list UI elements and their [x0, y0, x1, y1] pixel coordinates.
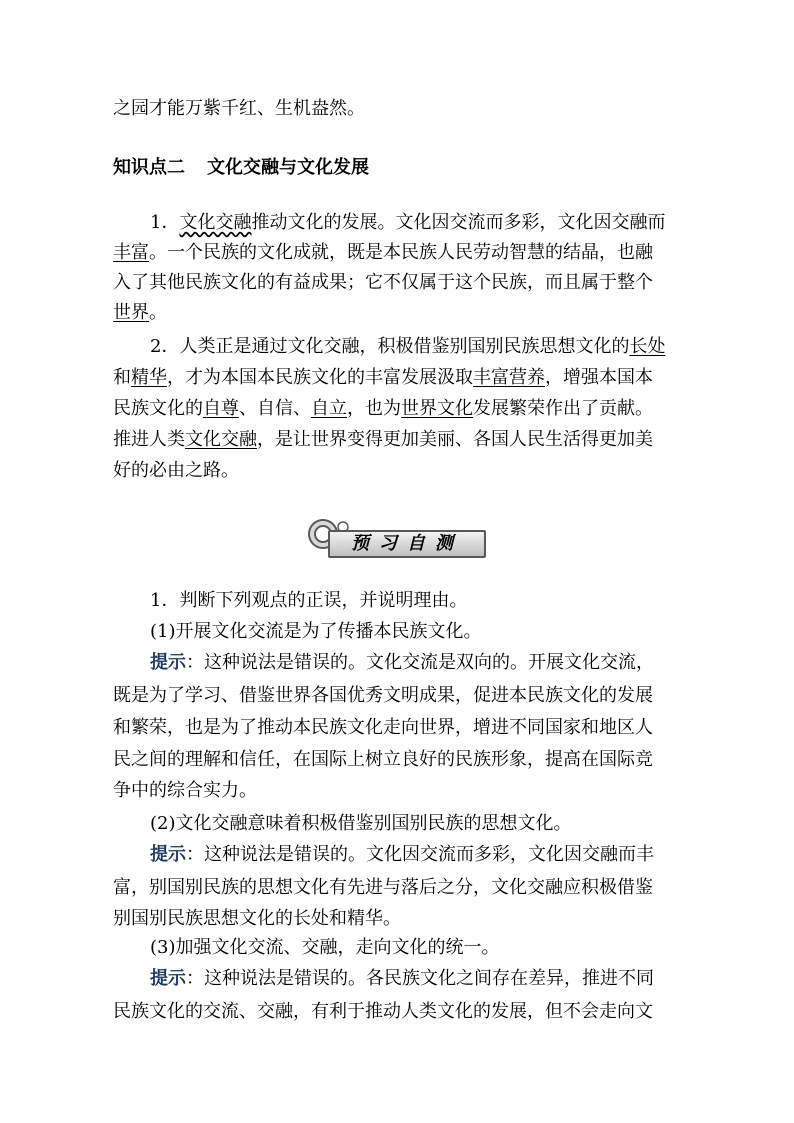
heading-title: 文化交融与文化发展 [207, 157, 369, 178]
answer-text: ：这种说法是错误的。文化因交流而多彩，文化因交融而丰 [186, 844, 654, 865]
item2-line2 [113, 366, 653, 390]
item2-text: ，才为本国本民族文化的丰富发展汲取 [167, 367, 473, 388]
item2-text: 民族文化的 [113, 398, 203, 419]
item2-text: 2．人类正是通过文化交融，积极借鉴别国别民族思想文化的 [150, 336, 630, 357]
item1-text: 。 [149, 302, 167, 323]
item2-text: 和 [113, 367, 131, 388]
item2-line1 [150, 335, 665, 359]
item2-line5: 好的必由之路。 [113, 460, 239, 481]
item2-text: ，是让世界变得更加美丽、各国人民生活得更加美 [257, 429, 653, 450]
item2-text: 发展繁荣作出了贡献。 [473, 398, 653, 419]
section-heading [113, 156, 369, 180]
answer-2-line3: 别国别民族思想文化的长处和精华。 [113, 908, 401, 929]
question-intro: 1．判断下列观点的正误，并说明理由。 [150, 590, 468, 611]
keyword-wenhua-jiaorong: 文化交融 [179, 212, 252, 233]
answer-1-line5: 争中的综合实力。 [113, 780, 257, 801]
keyword-changchu: 长处 [629, 336, 666, 357]
item2-text: ，也为 [347, 398, 401, 419]
answer-1-line2: 既是为了学习、借鉴世界各国优秀文明成果，促进本民族文化的发展 [113, 685, 653, 706]
item1-line3: 入了其他民族文化的有益成果；它不仅属于这个民族，而且属于整个 [113, 272, 653, 293]
keyword-fengfu: 丰富 [113, 242, 149, 263]
hint-label: 提示 [150, 844, 186, 865]
keyword-zizun: 自尊 [203, 398, 239, 419]
keyword-zili: 自立 [311, 398, 347, 419]
preview-self-test-badge [306, 517, 490, 563]
answer-3-line2: 民族文化的交流、交融，有利于推动人类文化的发展，但不会走向文 [113, 1001, 653, 1022]
item1-line4 [113, 301, 167, 325]
answer-1-line4: 民之间的理解和信任，在国际上树立良好的民族形象，提高在国际竞 [113, 749, 653, 770]
item1-line2 [113, 241, 653, 265]
item1-line1 [150, 211, 665, 235]
keyword-jinghua: 精华 [131, 367, 167, 388]
hint-label: 提示 [150, 652, 186, 673]
item1-text: 推动文化的发展。文化因交流而多彩，文化因交融而 [251, 212, 666, 233]
hint-label: 提示 [150, 968, 186, 989]
item2-line3 [113, 397, 653, 421]
keyword-shijie-wenhua: 世界文化 [401, 398, 473, 419]
answer-1-line1 [150, 651, 654, 675]
item2-text: ，增强本国本 [545, 367, 653, 388]
answer-1-line3: 和繁荣，也是为了推动本民族文化走向世界，增进不同国家和地区人 [113, 717, 653, 738]
answer-3-line1 [150, 967, 654, 991]
statement-3: (3)加强文化交流、交融，走向文化的统一。 [150, 937, 500, 958]
heading-number: 知识点二 [113, 157, 185, 178]
item2-line4 [113, 428, 653, 452]
answer-2-line2: 富，别国别民族的思想文化有先进与落后之分，文化交融应积极借鉴 [113, 877, 653, 898]
paragraph-continuation: 之园才能万紫千红、生机盎然。 [113, 98, 365, 119]
keyword-shijie: 世界 [113, 302, 149, 323]
item1-number: 1． [150, 212, 180, 233]
item1-text: 。一个民族的文化成就，既是本民族人民劳动智慧的结晶，也融 [149, 242, 653, 263]
answer-text: ：这种说法是错误的。文化交流是双向的。开展文化交流， [186, 652, 654, 673]
answer-text: ：这种说法是错误的。各民族文化之间存在差异，推进不同 [186, 968, 654, 989]
badge-label: 预习自测 [328, 530, 486, 558]
item2-text: 推进人类 [113, 429, 185, 450]
statement-1: (1)开展文化交流是为了传播本民族文化。 [150, 621, 482, 642]
keyword-wenhua-jiaorong-2: 文化交融 [185, 429, 257, 450]
statement-2: (2)文化交融意味着积极借鉴别国别民族的思想文化。 [150, 813, 572, 834]
answer-2-line1 [150, 843, 654, 867]
item2-text: 、自信、 [239, 398, 311, 419]
keyword-fengfu-yingyang: 丰富营养 [473, 367, 545, 388]
